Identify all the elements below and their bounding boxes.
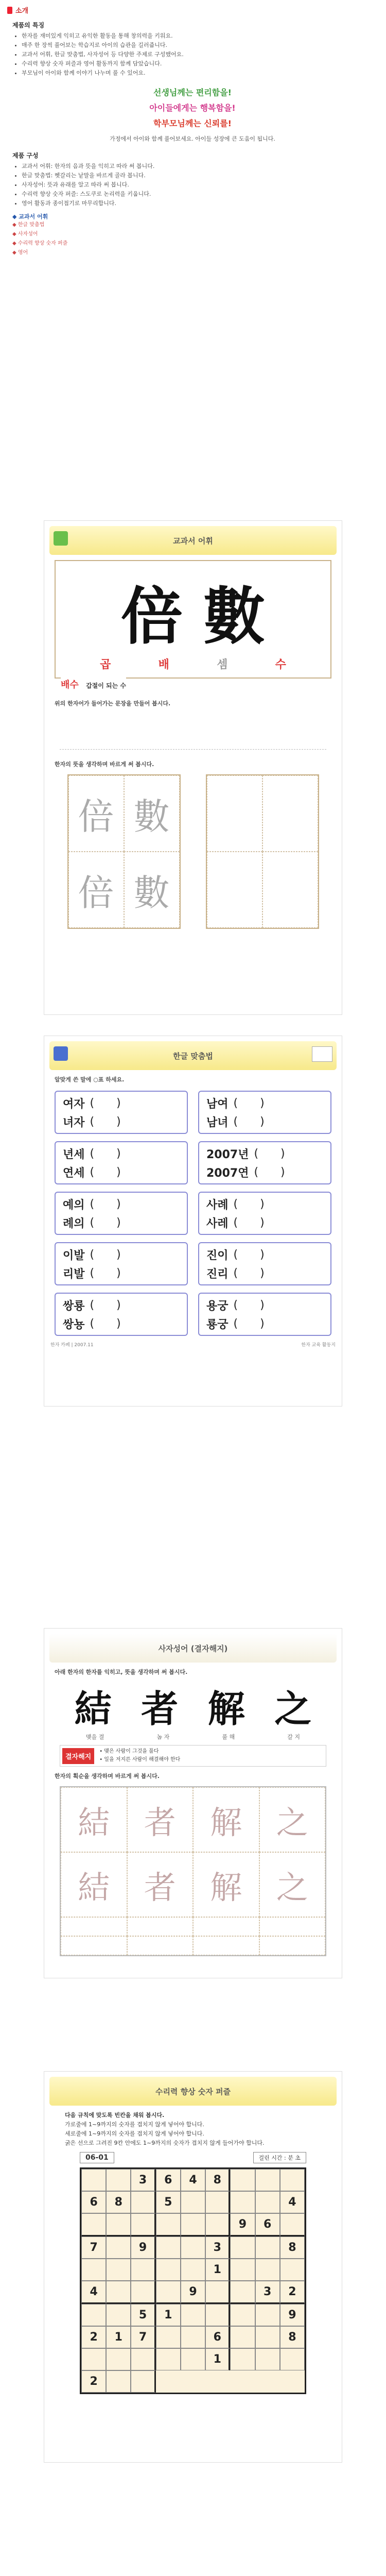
book-icon <box>54 1046 68 1061</box>
sudoku-cell: 6 <box>156 2169 181 2191</box>
sudoku-cell <box>131 2370 155 2393</box>
idiom-trace-cell <box>127 1936 194 1955</box>
answer-paren: ( ) <box>254 1165 294 1179</box>
sudoku-cell <box>181 2304 205 2326</box>
sudoku-cell <box>106 2348 131 2370</box>
sudoku-cell <box>230 2259 255 2281</box>
sudoku-cell <box>280 2259 305 2281</box>
spelling-option <box>206 1296 323 1314</box>
spelling-pair <box>55 1242 188 1285</box>
idiom-trace-cell: 結 <box>61 1787 127 1852</box>
spelling-question: 알맞게 쓴 말에 ○표 하세요. <box>55 1076 125 1083</box>
sound-3: 셈 <box>217 658 228 671</box>
spelling-word: 용궁 <box>206 1299 229 1313</box>
idiom-trace-grid <box>60 1786 326 1956</box>
answer-paren: ( ) <box>90 1115 130 1128</box>
sudoku-cell <box>156 2259 181 2281</box>
spelling-option <box>206 1094 323 1112</box>
idiom-banner <box>49 1634 337 1663</box>
idiom-trace-cell: 者 <box>127 1852 194 1917</box>
spelling-pair <box>198 1192 331 1235</box>
idiom-trace-cell: 之 <box>259 1852 326 1917</box>
sudoku-cell <box>280 2348 305 2370</box>
sudoku-cell <box>230 2304 255 2326</box>
idiom-meaning: 맺을 결 <box>86 1734 104 1740</box>
trace-cell: 倍 <box>68 775 124 852</box>
vocab-question-1: 위의 한자어가 들어가는 문장을 만들어 봅시다. <box>55 700 171 707</box>
idiom-trace-cell <box>259 1917 326 1936</box>
sudoku-cell: 1 <box>106 2326 131 2348</box>
idiom-meaning: 갈 지 <box>287 1734 300 1740</box>
sudoku-cell: 8 <box>106 2191 131 2213</box>
answer-paren: ( ) <box>90 1266 130 1280</box>
spelling-option <box>63 1094 180 1112</box>
page-header <box>7 5 28 15</box>
sudoku-cell <box>280 2213 305 2236</box>
spelling-pair <box>55 1141 188 1184</box>
sudoku-cell: 2 <box>280 2281 305 2304</box>
sudoku-cell: 8 <box>280 2236 305 2259</box>
tag-vocab: ◆ 교과서 어휘 <box>12 213 48 220</box>
sudoku-cell <box>181 2326 205 2348</box>
spelling-pair <box>198 1242 331 1285</box>
sudoku-cell <box>255 2348 280 2370</box>
sudoku-cell <box>230 2191 255 2213</box>
spelling-pair <box>55 1192 188 1235</box>
sudoku-cell: 2 <box>81 2326 106 2348</box>
sudoku-cell <box>181 2259 205 2281</box>
sudoku-cell <box>205 2304 230 2326</box>
spelling-word: 2007년 <box>206 1148 249 1161</box>
sound-2: 배 <box>158 658 169 671</box>
sound-4: 수 <box>275 658 286 671</box>
spelling-option <box>63 1264 180 1282</box>
sudoku-cell: 7 <box>131 2326 155 2348</box>
idiom-char: 解 <box>207 1687 245 1731</box>
sudoku-cell: 6 <box>255 2213 280 2236</box>
spelling-word: 례의 <box>63 1217 85 1230</box>
idiom-chars <box>44 1679 342 1733</box>
sudoku-cell <box>106 2236 131 2259</box>
idiom-trace-cell <box>61 1917 127 1936</box>
spelling-option <box>206 1264 323 1282</box>
tag-english: ◆ 영어 <box>12 250 28 256</box>
spelling-word: 여자 <box>63 1097 85 1111</box>
trace-cell: 數 <box>124 852 180 928</box>
sudoku-cell <box>255 2326 280 2348</box>
idiom-def-2: • 일을 저지른 사람이 해결해야 한다 <box>99 1757 181 1762</box>
trace-cell <box>262 852 318 928</box>
spelling-word: 남여 <box>206 1097 229 1111</box>
spelling-word: 남녀 <box>206 1116 229 1129</box>
sudoku-cell <box>230 2348 255 2370</box>
leaf-icon <box>54 531 68 546</box>
feature-item: • 교과서 어휘, 한글 맞춤법, 사자성어 등 다양한 주제로 구성했어요. <box>22 50 373 59</box>
sudoku-cell <box>181 2348 205 2370</box>
sudoku-cell <box>205 2213 230 2236</box>
sudoku-cell <box>106 2259 131 2281</box>
slogan-parents: 학부모님께는 신뢰를! <box>153 118 232 128</box>
sudoku-cell: 1 <box>205 2259 230 2281</box>
components-list <box>12 162 373 208</box>
features-list <box>12 31 373 78</box>
sudoku-cell <box>181 2236 205 2259</box>
sudoku-cell <box>181 2191 205 2213</box>
component-item: • 영어 활동과 종이접기로 마무리합니다. <box>22 199 373 208</box>
spelling-title: 한글 맞춤법 <box>173 1051 213 1061</box>
idiom-question-2: 한자의 획순을 생각하며 바르게 써 봅시다. <box>55 1773 160 1780</box>
trace-grids <box>44 774 342 929</box>
sudoku-cell <box>131 2213 155 2236</box>
trace-cell <box>207 775 262 852</box>
sudoku-cell: 5 <box>156 2191 181 2213</box>
idiom-trace-cell <box>61 1936 127 1955</box>
sudoku-cell: 9 <box>230 2213 255 2236</box>
trace-cell <box>262 775 318 852</box>
spelling-page: 한자 교육 활동지 <box>301 1343 336 1348</box>
trace-grid-left <box>67 774 181 929</box>
idiom-trace-cell <box>127 1917 194 1936</box>
spelling-option <box>63 1163 180 1181</box>
sudoku-grid <box>80 2167 306 2394</box>
spelling-option <box>63 1195 180 1213</box>
answer-paren: ( ) <box>90 1317 130 1330</box>
tag-puzzle: ◆ 수리력 향상 숫자 퍼즐 <box>12 241 68 246</box>
sudoku-cell: 3 <box>255 2281 280 2304</box>
component-item: • 수리력 향상 숫자 퍼즐: 스도쿠로 논리력을 키웁니다. <box>22 190 373 199</box>
sudoku-cell: 1 <box>205 2348 230 2370</box>
sudoku-cell <box>81 2259 106 2281</box>
idiom-trace-cell: 解 <box>193 1787 259 1852</box>
slogan <box>12 85 373 144</box>
sudoku-cell <box>131 2259 155 2281</box>
spelling-pair <box>55 1091 188 1134</box>
slogan-teacher: 선생님께는 편리함을! <box>153 88 232 97</box>
spelling-pair <box>198 1091 331 1134</box>
idiom-worksheet <box>44 1628 342 1978</box>
spelling-pair <box>198 1141 331 1184</box>
sudoku-cell <box>230 2236 255 2259</box>
spelling-word: 연세 <box>63 1166 85 1180</box>
answer-paren: ( ) <box>90 1298 130 1312</box>
spelling-footer: 한자 카페 | 2007.11 <box>50 1343 94 1348</box>
spelling-option <box>63 1245 180 1264</box>
idiom-trace-cell <box>193 1936 259 1955</box>
sudoku-cell <box>106 2169 131 2191</box>
spelling-option <box>206 1144 323 1163</box>
sudoku-cell: 3 <box>131 2169 155 2191</box>
sudoku-cell: 9 <box>280 2304 305 2326</box>
idiom-char: 之 <box>274 1687 312 1731</box>
time-box: 걸린 시간 : 분 초 <box>253 2152 306 2163</box>
sudoku-cell <box>156 2326 181 2348</box>
answer-paren: ( ) <box>90 1165 130 1179</box>
spelling-option <box>206 1245 323 1264</box>
hanja-card <box>55 560 331 690</box>
spelling-word: 2007연 <box>206 1166 249 1180</box>
spelling-word: 리발 <box>63 1267 85 1281</box>
spelling-option <box>206 1112 323 1131</box>
component-item: • 사자성어: 뜻과 유래를 알고 따라 써 봅니다. <box>22 180 373 190</box>
sudoku-cell <box>230 2326 255 2348</box>
sudoku-cell <box>81 2348 106 2370</box>
answer-paren: ( ) <box>90 1216 130 1229</box>
spelling-word: 사례 <box>206 1198 229 1212</box>
trace-cell: 數 <box>124 775 180 852</box>
idiom-question: 아래 한자의 한자를 익히고, 뜻을 생각하며 써 봅시다. <box>55 1669 188 1675</box>
spelling-word: 쌍룡 <box>63 1299 85 1313</box>
sudoku-cell <box>255 2236 280 2259</box>
vocab-title: 교과서 어휘 <box>173 536 213 546</box>
vocab-question-2: 한자의 뜻을 생각하며 바르게 써 봅시다. <box>55 761 154 768</box>
idiom-def-1: • 맺은 사람이 그것을 풀다 <box>99 1749 159 1754</box>
rule-line: 가로줄에 1~9까지의 숫자를 겹치지 않게 넣어야 합니다. <box>65 2121 204 2128</box>
idiom-word: 결자해지 <box>62 1748 94 1764</box>
sudoku-cell: 8 <box>205 2169 230 2191</box>
idiom-meaning: 놈 자 <box>156 1734 170 1740</box>
spelling-option <box>206 1163 323 1181</box>
sudoku-cell: 6 <box>81 2191 106 2213</box>
spelling-pair <box>55 1293 188 1336</box>
feature-item: • 수리력 향상 숫자 퍼즐과 영어 활동까지 함께 담았습니다. <box>22 59 373 69</box>
idiom-char: 者 <box>141 1687 179 1731</box>
trace-cell <box>207 852 262 928</box>
spelling-word: 예의 <box>63 1198 85 1212</box>
rule-line: 굵은 선으로 그려진 9칸 안에도 1~9까지의 숫자가 겹치지 않게 들어가야 합니다. <box>65 2140 265 2146</box>
idiom-trace-cell: 解 <box>193 1852 259 1917</box>
sudoku-cell <box>255 2259 280 2281</box>
badge-icon <box>7 7 12 14</box>
sudoku-cell <box>131 2348 155 2370</box>
sudoku-cell: 8 <box>280 2326 305 2348</box>
answer-paren: ( ) <box>90 1096 130 1110</box>
spelling-option <box>206 1314 323 1333</box>
idiom-meaning: 풀 해 <box>222 1734 235 1740</box>
date-box <box>312 1046 332 1062</box>
answer-paren: ( ) <box>233 1197 274 1211</box>
intro-section <box>12 18 373 258</box>
idiom-trace-cell <box>193 1917 259 1936</box>
sudoku-cell <box>106 2281 131 2304</box>
spelling-grid <box>44 1088 342 1339</box>
idiom-title: 사자성어 (결자해지) <box>158 1643 228 1653</box>
sudoku-cell <box>280 2169 305 2191</box>
sudoku-cell <box>255 2169 280 2191</box>
sudoku-cell <box>230 2169 255 2191</box>
sudoku-worksheet <box>44 2071 342 2463</box>
sudoku-cell: 4 <box>81 2281 106 2304</box>
sudoku-cell <box>106 2370 131 2393</box>
sudoku-cell <box>81 2213 106 2236</box>
sudoku-cell: 2 <box>81 2370 106 2393</box>
idiom-trace-cell: 之 <box>259 1787 326 1852</box>
answer-paren: ( ) <box>233 1216 274 1229</box>
answer-paren: ( ) <box>90 1197 130 1211</box>
components-heading: 제품 구성 <box>12 152 39 159</box>
answer-paren: ( ) <box>233 1266 274 1280</box>
answer-paren: ( ) <box>90 1147 130 1160</box>
hanja-char-1: 倍 <box>121 580 183 653</box>
rule-line: 다음 규칙에 맞도록 빈칸을 채워 봅시다. <box>65 2112 165 2119</box>
feature-item: • 한자를 재미있게 익히고 유익한 활동을 통해 창의력을 키워요. <box>22 31 373 41</box>
spelling-word: 쌍뇽 <box>63 1318 85 1331</box>
spelling-word: 진리 <box>206 1267 229 1281</box>
vocab-worksheet <box>44 520 342 1015</box>
spelling-option <box>63 1112 180 1131</box>
sudoku-banner <box>49 2077 337 2106</box>
vocab-banner <box>49 526 337 555</box>
slogan-note: 가정에서 아이와 함께 풀어보세요. 아이들 성장에 큰 도움이 됩니다. <box>110 135 275 142</box>
idiom-meanings <box>44 1733 342 1741</box>
spelling-word: 이발 <box>63 1249 85 1262</box>
spelling-option <box>206 1195 323 1213</box>
vocab-word: 배수 <box>61 680 79 690</box>
sudoku-cell: 9 <box>131 2236 155 2259</box>
tag-idiom: ◆ 사자성어 <box>12 231 38 237</box>
component-item: • 한글 맞춤법: 헷갈리는 낱말을 바르게 골라 봅니다. <box>22 171 373 180</box>
spelling-word: 룡궁 <box>206 1318 229 1331</box>
sudoku-cell <box>255 2191 280 2213</box>
answer-paren: ( ) <box>233 1115 274 1128</box>
sudoku-cell <box>205 2191 230 2213</box>
sudoku-cell <box>81 2304 106 2326</box>
answer-paren: ( ) <box>233 1248 274 1261</box>
sudoku-cell <box>106 2304 131 2326</box>
spelling-option <box>63 1296 180 1314</box>
sudoku-cell: 7 <box>81 2236 106 2259</box>
sudoku-cell: 4 <box>181 2169 205 2191</box>
sound-1: 곱 <box>100 658 111 671</box>
spelling-word: 년세 <box>63 1148 85 1161</box>
feature-item: • 부모님이 아이와 함께 이야기 나누며 풀 수 있어요. <box>22 69 373 78</box>
idiom-trace-cell: 結 <box>61 1852 127 1917</box>
sudoku-cell <box>181 2213 205 2236</box>
sudoku-label: 06-01 <box>80 2152 114 2163</box>
spelling-option <box>63 1213 180 1232</box>
spelling-worksheet <box>44 1036 342 1406</box>
hanja-char-2: 數 <box>203 580 265 653</box>
sudoku-cell: 6 <box>205 2326 230 2348</box>
feature-item: • 매주 한 장씩 풀어보는 학습지로 아이의 습관을 길러줍니다. <box>22 41 373 50</box>
vocab-meaning: 갑절이 되는 수 <box>86 682 126 689</box>
sudoku-rules <box>65 2111 321 2148</box>
rule-line: 세로줄에 1~9까지의 숫자를 겹치지 않게 넣어야 합니다. <box>65 2130 204 2137</box>
sudoku-cell <box>131 2281 155 2304</box>
idiom-definition <box>60 1745 326 1767</box>
sudoku-cell: 1 <box>156 2304 181 2326</box>
sudoku-cell <box>205 2281 230 2304</box>
answer-lines <box>60 714 326 750</box>
spelling-option <box>63 1144 180 1163</box>
spelling-word: 진이 <box>206 1249 229 1262</box>
sudoku-cell <box>156 2348 181 2370</box>
sudoku-cell: 3 <box>205 2236 230 2259</box>
sudoku-cell <box>156 2236 181 2259</box>
sudoku-cell: 9 <box>181 2281 205 2304</box>
answer-paren: ( ) <box>233 1096 274 1110</box>
spelling-word: 사레 <box>206 1217 229 1230</box>
trace-grid-right <box>206 774 319 929</box>
spelling-banner <box>49 1041 337 1070</box>
sudoku-cell: 4 <box>280 2191 305 2213</box>
sudoku-cell <box>156 2281 181 2304</box>
answer-paren: ( ) <box>233 1317 274 1330</box>
sudoku-cell <box>131 2191 155 2213</box>
sudoku-cell <box>230 2281 255 2304</box>
spelling-option <box>206 1213 323 1232</box>
features-heading: 제품의 특징 <box>12 22 45 29</box>
spelling-word: 녀자 <box>63 1116 85 1129</box>
answer-paren: ( ) <box>233 1298 274 1312</box>
sudoku-cell <box>255 2304 280 2326</box>
component-item: • 교과서 어휘: 한자의 음과 뜻을 익히고 따라 써 봅니다. <box>22 162 373 171</box>
spelling-option <box>63 1314 180 1333</box>
sudoku-cell <box>156 2213 181 2236</box>
answer-paren: ( ) <box>90 1248 130 1261</box>
idiom-trace-cell <box>259 1936 326 1955</box>
idiom-char: 結 <box>74 1687 112 1731</box>
sudoku-title: 수리력 향상 숫자 퍼즐 <box>155 2087 231 2096</box>
idiom-trace-cell: 者 <box>127 1787 194 1852</box>
sudoku-cell <box>106 2213 131 2236</box>
sudoku-cell: 5 <box>131 2304 155 2326</box>
trace-cell: 倍 <box>68 852 124 928</box>
spelling-pair <box>198 1293 331 1336</box>
sudoku-cell <box>81 2169 106 2191</box>
answer-paren: ( ) <box>254 1147 294 1160</box>
slogan-children: 아이들에게는 행복함을! <box>149 103 236 113</box>
badge-label: 소개 <box>15 7 29 15</box>
tag-vocab-sub: ◆ 한글 맞춤법 <box>12 222 45 228</box>
